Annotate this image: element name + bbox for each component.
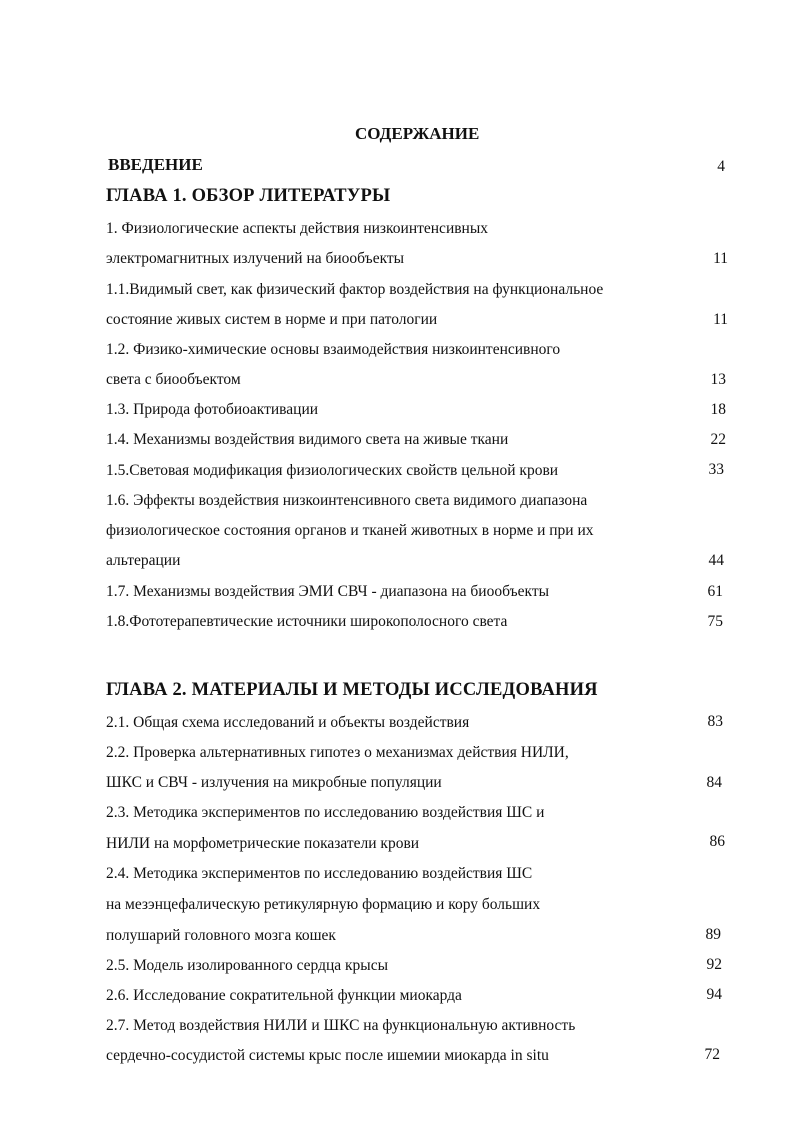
toc-page-number: 44 [708, 552, 724, 569]
toc-line: 2.2. Проверка альтернативных гипотез о механизмах действия НИЛИ, [106, 744, 569, 761]
chapter2-heading: ГЛАВА 2. МАТЕРИАЛЫ И МЕТОДЫ ИССЛЕДОВАНИЯ [106, 680, 598, 700]
toc-line: 2.6. Исследование сократительной функции миокарда [106, 987, 462, 1004]
toc-line: 1.5.Световая модификация физиологических свойств цельной крови [106, 462, 559, 479]
toc-line: 1.1.Видимый свет, как физический фактор воздействия на функциональное [106, 281, 604, 298]
intro-page: 4 [717, 158, 725, 175]
toc-page-number: 18 [710, 401, 726, 418]
toc-line: НИЛИ на морфометрические показатели крови [106, 835, 420, 852]
toc-title: СОДЕРЖАНИЕ [355, 124, 480, 143]
toc-line: 1.7. Механизмы воздействия ЭМИ СВЧ - диапазона на биообъекты [106, 583, 550, 600]
toc-line: электромагнитных излучений на биообъекты [106, 250, 405, 267]
toc-line: на мезэнцефалическую ретикулярную формацию и кору больших [106, 896, 541, 913]
toc-line: 1.6. Эффекты воздействия низкоинтенсивного света видимого диапазона [106, 492, 588, 509]
toc-line: 1.2. Физико-химические основы взаимодействия низкоинтенсивного [106, 341, 561, 358]
toc-line: сердечно-сосудистой системы крыс после ишемии миокарда in situ [106, 1047, 549, 1064]
toc-line: альтерации [106, 552, 181, 569]
toc-page-number: 92 [706, 956, 722, 973]
toc-page-number: 83 [707, 713, 723, 730]
toc-line: физиологическое состояния органов и тканей животных в норме и при их [106, 522, 594, 539]
toc-page-number: 86 [709, 833, 725, 850]
intro-label: ВВЕДЕНИЕ [108, 155, 203, 174]
toc-line: 1.3. Природа фотобиоактивации [106, 401, 319, 418]
toc-line: света с биообъектом [106, 371, 241, 388]
toc-page-number: 13 [710, 371, 726, 388]
toc-line: состояние живых систем в норме и при патологии [106, 311, 438, 328]
toc-page-number: 22 [710, 431, 726, 448]
toc-line: полушарий головного мозга кошек [106, 927, 336, 944]
chapter1-heading: ГЛАВА 1. ОБЗОР ЛИТЕРАТУРЫ [106, 186, 391, 206]
toc-page-number: 11 [713, 311, 728, 328]
toc-page-number: 72 [704, 1046, 720, 1063]
toc-line: 2.5. Модель изолированного сердца крысы [106, 957, 389, 974]
toc-line: 1.4. Механизмы воздействия видимого света на живые ткани [106, 431, 509, 448]
toc-line: 1.8.Фототерапевтические источники широкополосного света [106, 613, 508, 630]
toc-page-number: 33 [708, 461, 724, 478]
toc-line: 2.4. Методика экспериментов по исследованию воздействия ШС [106, 865, 533, 882]
toc-page-number: 11 [713, 250, 728, 267]
toc-line: ШКС и СВЧ - излучения на микробные популяции [106, 774, 442, 791]
toc-page-number: 75 [707, 613, 723, 630]
toc-line: 2.3. Методика экспериментов по исследованию воздействия ШС и [106, 804, 545, 821]
toc-page-number: 89 [705, 926, 721, 943]
toc-line: 1. Физиологические аспекты действия низкоинтенсивных [106, 220, 489, 237]
toc-page-number: 84 [706, 774, 722, 791]
toc-line: 2.7. Метод воздействия НИЛИ и ШКС на функциональную активность [106, 1017, 576, 1034]
toc-page-number: 61 [707, 583, 723, 600]
toc-line: 2.1. Общая схема исследований и объекты воздействия [106, 714, 470, 731]
toc-page-number: 94 [706, 986, 722, 1003]
